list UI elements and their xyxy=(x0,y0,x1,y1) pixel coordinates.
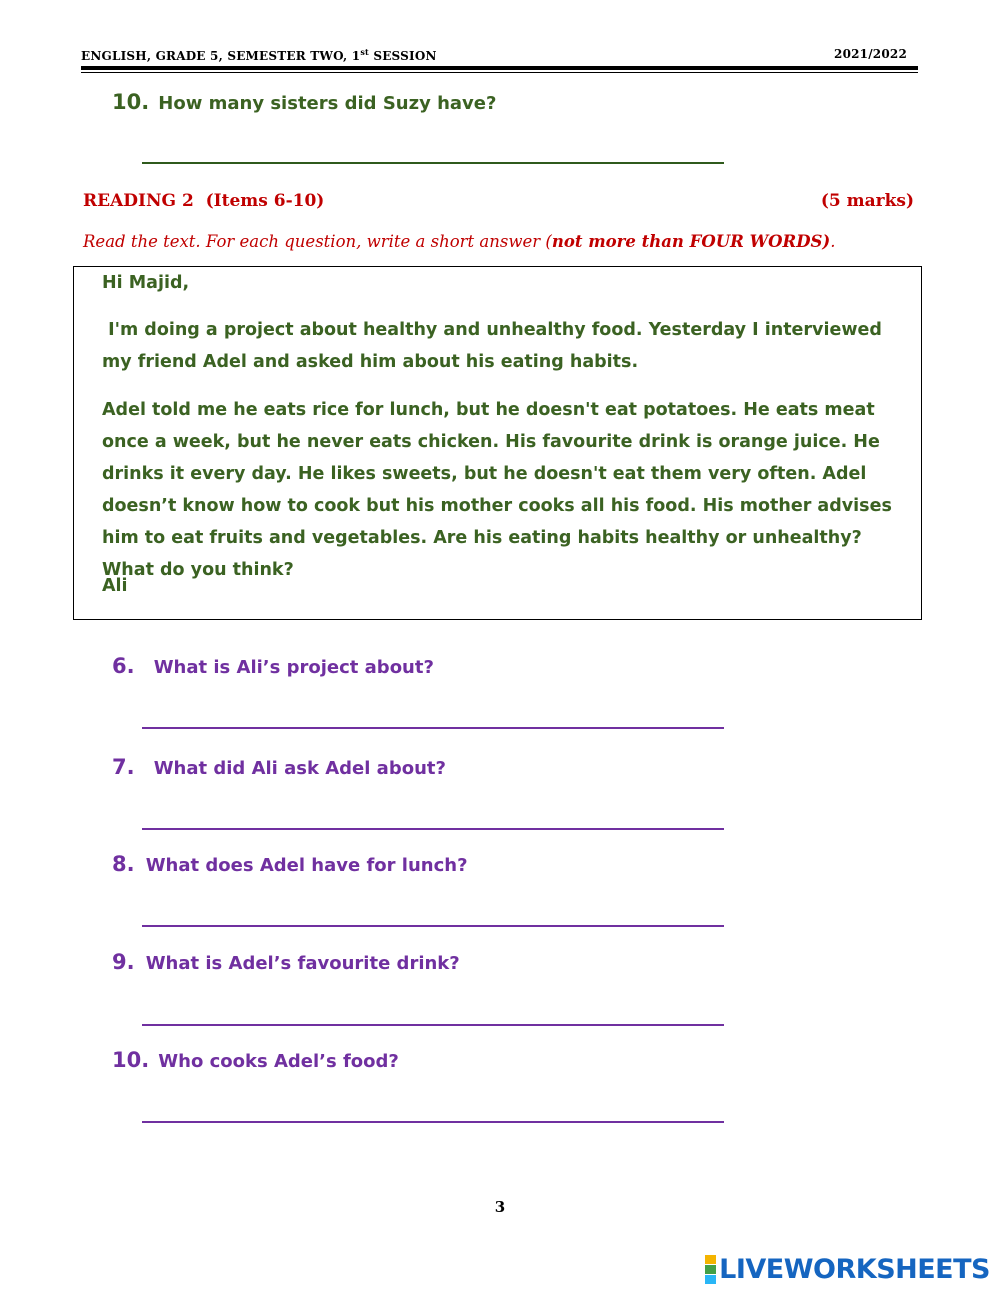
brand-name: LIVEWORKSHEETS xyxy=(719,1254,990,1285)
question-text: What did Ali ask Adel about? xyxy=(153,758,446,779)
question-text: Who cooks Adel’s food? xyxy=(158,1051,399,1072)
question-6 xyxy=(112,654,434,678)
liveworksheets-logo-icon xyxy=(705,1255,716,1284)
question-number: 8. xyxy=(112,852,135,876)
section-marks: (5 marks) xyxy=(820,191,914,211)
header-rule-thin xyxy=(81,72,918,73)
question-text: What does Adel have for lunch? xyxy=(145,855,468,876)
section-title: READING 2 (Items 6-10) xyxy=(83,191,325,211)
reading-text-box xyxy=(73,266,922,620)
question-9 xyxy=(112,950,460,974)
answer-line[interactable] xyxy=(142,162,724,164)
header-rule xyxy=(81,66,918,70)
question-10 xyxy=(112,1048,399,1072)
letter-greeting: Hi Majid, xyxy=(102,273,190,293)
liveworksheets-logo[interactable] xyxy=(705,1254,990,1285)
question-text: What is Ali’s project about? xyxy=(153,657,434,678)
question-number: 10. xyxy=(112,1048,150,1072)
answer-line[interactable] xyxy=(142,828,724,830)
header-left: ENGLISH, GRADE 5, SEMESTER TWO, 1st SESSION xyxy=(81,47,437,63)
question-number: 6. xyxy=(112,654,135,678)
answer-line[interactable] xyxy=(142,925,724,927)
question-number: 9. xyxy=(112,950,135,974)
question-number: 7. xyxy=(112,755,135,779)
letter-paragraph-1: I'm doing a project about healthy and unhealthy food. Yesterday I interviewed my friend Adel and asked him about his eating habits. xyxy=(102,320,888,372)
instructions: Read the text. For each question, write a short answer (not more than FOUR WORDS). xyxy=(83,232,836,251)
question-text: How many sisters did Suzy have? xyxy=(158,93,497,114)
letter-signature: Ali xyxy=(102,576,128,596)
question-7 xyxy=(112,755,446,779)
page-number: 3 xyxy=(494,1198,506,1216)
letter-paragraph-2: Adel told me he eats rice for lunch, but he doesn't eat potatoes. He eats meat once a week, but he never eats chicken. His favourite drink is orange juice. He drinks it every day. He likes sweets, but he doesn't eat them very often. Adel doesn’t know how to cook but his mother cooks all his food. His mother advises him to eat fruits and vegetables. Are his eating habits healthy or unhealthy? What do you think? xyxy=(102,400,892,580)
header-year: 2021/2022 xyxy=(834,47,907,61)
prev-question xyxy=(112,90,496,114)
answer-line[interactable] xyxy=(142,1024,724,1026)
question-text: What is Adel’s favourite drink? xyxy=(145,953,460,974)
answer-line[interactable] xyxy=(142,1121,724,1123)
question-8 xyxy=(112,852,468,876)
answer-line[interactable] xyxy=(142,727,724,729)
question-number: 10. xyxy=(112,90,150,114)
